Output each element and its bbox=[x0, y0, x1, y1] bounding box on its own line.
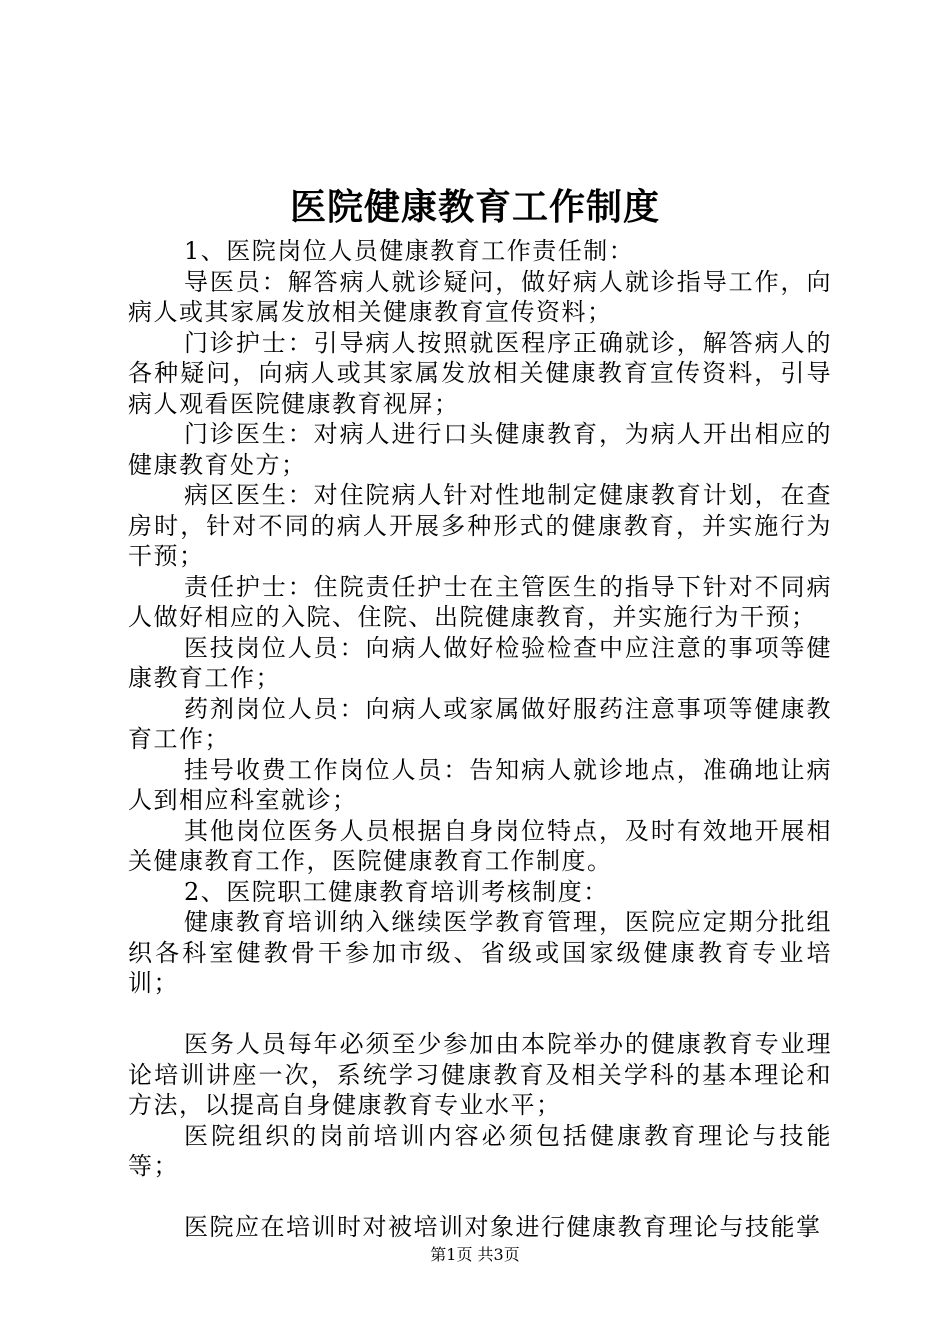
document-title: 医院健康教育工作制度 bbox=[289, 186, 660, 228]
paragraph: 门诊医生：对病人进行口头健康教育，为病人开出相应的健康教育处方； bbox=[128, 420, 832, 479]
paragraph: 其他岗位医务人员根据自身岗位特点，及时有效地开展相关健康教育工作，医院健康教育工作制度。 bbox=[128, 816, 832, 875]
paragraph: 导医员：解答病人就诊疑问，做好病人就诊指导工作，向病人或其家属发放相关健康教育宣传资料； bbox=[128, 267, 832, 326]
paragraph: 1、医院岗位人员健康教育工作责任制： bbox=[184, 237, 635, 265]
paragraph: 健康教育培训纳入继续医学教育管理，医院应定期分批组织各科室健教骨干参加市级、省级或国家级健康教育专业培训； bbox=[128, 908, 832, 997]
paragraph: 药剂岗位人员：向病人或家属做好服药注意事项等健康教育工作； bbox=[128, 694, 832, 753]
paragraph: 2、医院职工健康教育培训考核制度： bbox=[184, 877, 609, 906]
paragraph: 病区医生：对住院病人针对性地制定健康教育计划，在查房时，针对不同的病人开展多种形式的健康教育，并实施行为干预； bbox=[128, 481, 832, 570]
paragraph: 医务人员每年必须至少参加由本院举办的健康教育专业理论培训讲座一次，系统学习健康教育及相关学科的基本理论和方法，以提高自身健康教育专业水平； bbox=[128, 1030, 832, 1119]
document-body bbox=[128, 236, 832, 1243]
paragraph: 医院应在培训时对被培训对象进行健康教育理论与技能掌 bbox=[184, 1213, 822, 1241]
paragraph: 责任护士：住院责任护士在主管医生的指导下针对不同病人做好相应的入院、住院、出院健康教育，并实施行为干预； bbox=[128, 572, 832, 631]
paragraph: 医技岗位人员：向病人做好检验检查中应注意的事项等健康教育工作； bbox=[128, 633, 832, 692]
paragraph: 医院组织的岗前培训内容必须包括健康教育理论与技能等； bbox=[128, 1121, 832, 1180]
paragraph: 挂号收费工作岗位人员：告知病人就诊地点，准确地让病人到相应科室就诊； bbox=[128, 755, 832, 814]
page-footer: 第1页 共3页 bbox=[430, 1245, 520, 1264]
paragraph: 门诊护士：引导病人按照就医程序正确就诊，解答病人的各种疑问，向病人或其家属发放相关健康教育宣传资料，引导病人观看医院健康教育视屏； bbox=[128, 328, 832, 418]
